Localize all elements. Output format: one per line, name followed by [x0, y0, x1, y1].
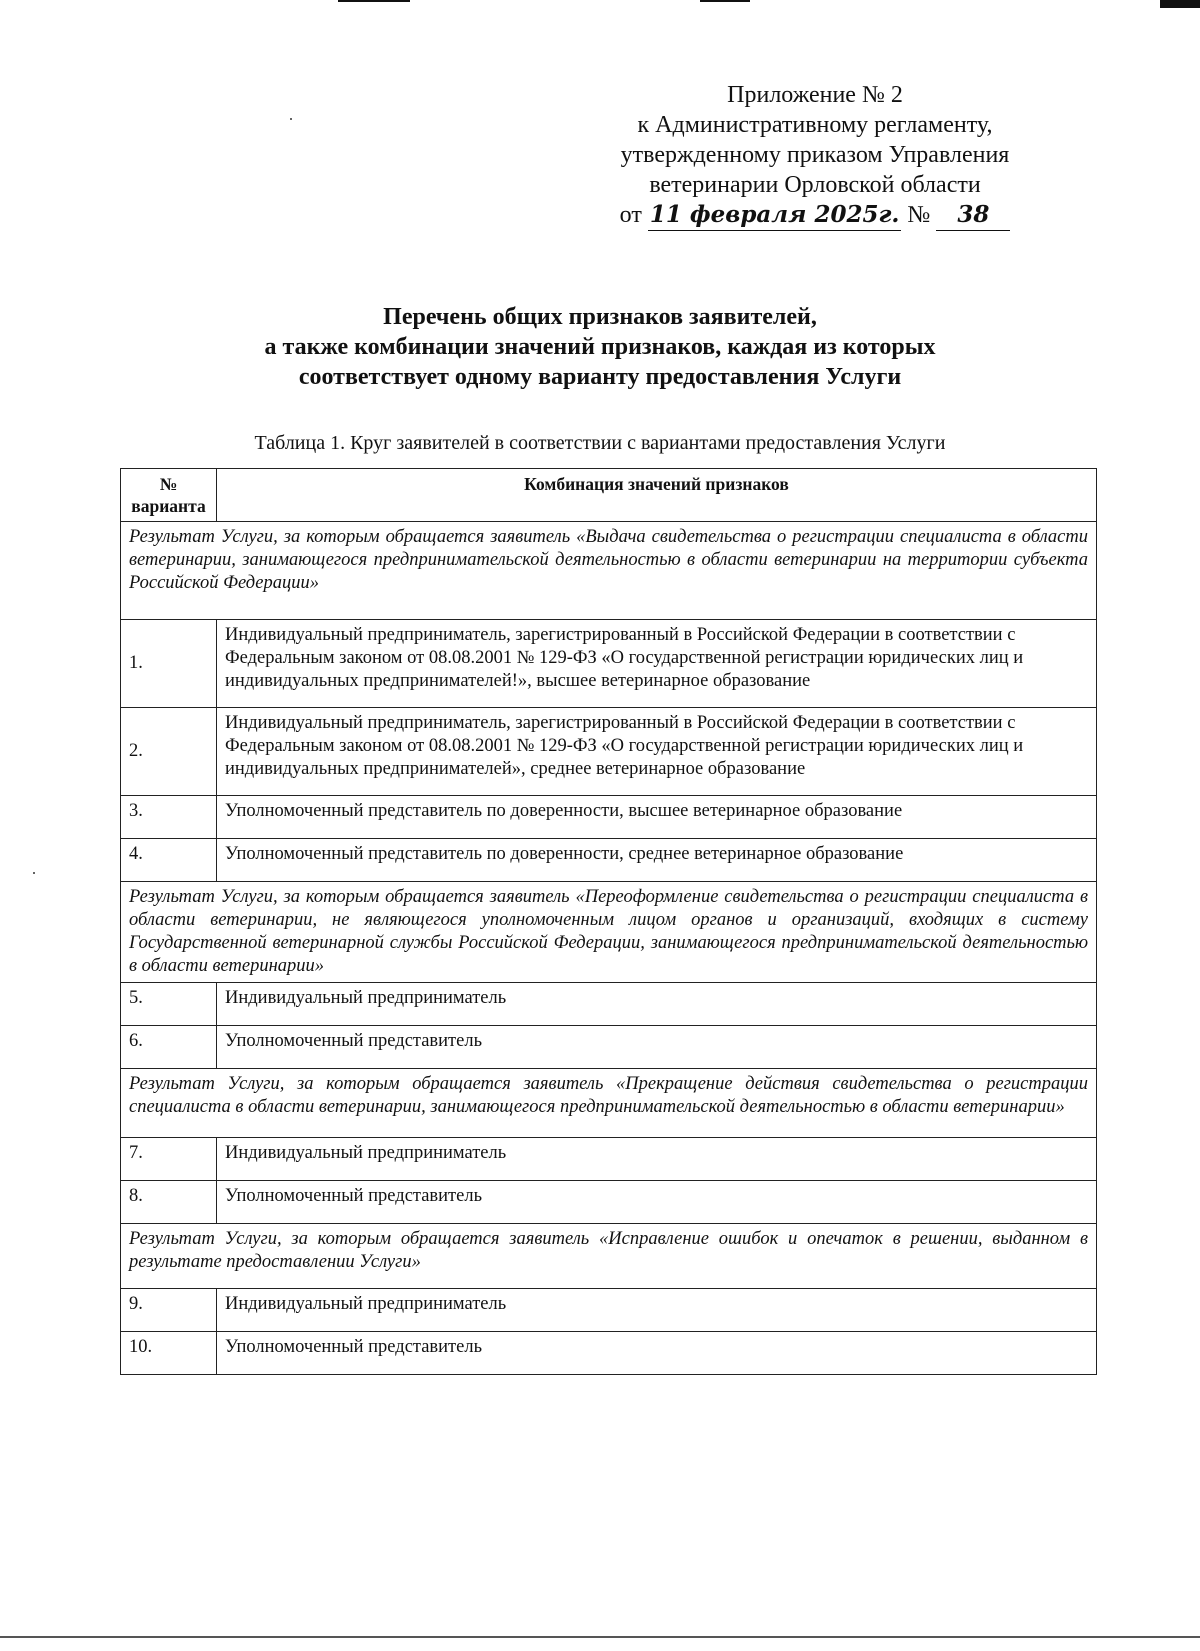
variant-combination: Индивидуальный предприниматель: [217, 1289, 1097, 1332]
variant-row: [121, 1026, 1097, 1069]
annex-block: [580, 80, 1050, 231]
variant-number: 2.: [121, 708, 217, 796]
handwritten-date: 11 февраля 2025г.: [648, 200, 902, 231]
title-line: соответствует одному варианту предоставления Услуги: [298, 364, 902, 390]
annex-reference: к Административному регламенту,: [637, 112, 993, 138]
variant-number: 5.: [121, 983, 217, 1026]
result-group-row: [121, 522, 1097, 620]
variant-number: 7.: [121, 1138, 217, 1181]
applicant-variants-table: [120, 468, 1097, 1375]
document-title: [160, 302, 1040, 392]
annex-date-row: [580, 200, 1050, 231]
variant-combination: Уполномоченный представитель: [217, 1181, 1097, 1224]
variant-combination: Уполномоченный представитель по доверенности, высшее ветеринарное образование: [217, 796, 1097, 839]
header-num-label: варианта: [131, 496, 206, 516]
title-line: а также комбинации значений признаков, каждая из которых: [264, 334, 936, 360]
annex-authority: ветеринарии Орловской области: [649, 172, 981, 198]
result-group-description: Результат Услуги, за которым обращается заявитель «Прекращение действия свидетельства о регистрации специалиста в области ветеринарии, занимающегося предпринимательской деятельностью в области ветеринарии»: [121, 1069, 1097, 1138]
variant-number: 4.: [121, 839, 217, 882]
header-variant-number: [121, 469, 217, 522]
variant-number: 9.: [121, 1289, 217, 1332]
variant-combination: Уполномоченный представитель по доверенности, среднее ветеринарное образование: [217, 839, 1097, 882]
result-group-row: [121, 1069, 1097, 1138]
variant-number: 3.: [121, 796, 217, 839]
result-group-row: [121, 882, 1097, 983]
variant-row: [121, 983, 1097, 1026]
handwritten-number: 38: [936, 200, 1010, 231]
scan-bottom-edge: [0, 1636, 1200, 1638]
result-group-description: Результат Услуги, за которым обращается заявитель «Выдача свидетельства о регистрации специалиста в области ветеринарии, занимающегося предпринимательской деятельностью в области ветеринарии на территории субъекта Российской Федерации»: [121, 522, 1097, 620]
header-num-symbol: №: [159, 474, 178, 494]
variant-row: [121, 1289, 1097, 1332]
variant-row: [121, 620, 1097, 708]
variant-number: 10.: [121, 1332, 217, 1375]
annex-title: Приложение № 2: [727, 82, 903, 108]
table-caption: Таблица 1. Круг заявителей в соответствии с вариантами предоставления Услуги: [254, 432, 946, 454]
variant-number: 1.: [121, 620, 217, 708]
variant-row: [121, 1332, 1097, 1375]
variant-combination: Уполномоченный представитель: [217, 1332, 1097, 1375]
variant-combination: Индивидуальный предприниматель: [217, 983, 1097, 1026]
table-header-row: [121, 469, 1097, 522]
header-combination: Комбинация значений признаков: [217, 469, 1097, 522]
variant-combination: Индивидуальный предприниматель, зарегистрированный в Российской Федерации в соответствии с Федеральным законом от 08.08.2001 № 129-ФЗ «О государственной регистрации юридических лиц и индивидуальных предпринимателей!», высшее ветеринарное образование: [217, 620, 1097, 708]
variant-row: [121, 796, 1097, 839]
variant-combination: Уполномоченный представитель: [217, 1026, 1097, 1069]
variant-combination: Индивидуальный предприниматель, зарегистрированный в Российской Федерации в соответствии с Федеральным законом от 08.08.2001 № 129-ФЗ «О государственной регистрации юридических лиц и индивидуальных предпринимателей», среднее ветеринарное образование: [217, 708, 1097, 796]
scan-artifact-line: [338, 0, 410, 2]
title-line: Перечень общих признаков заявителей,: [383, 304, 817, 330]
variant-number: 8.: [121, 1181, 217, 1224]
date-prefix: от: [619, 202, 642, 228]
annex-approval: утвержденному приказом Управления: [620, 142, 1010, 168]
number-prefix: №: [907, 202, 931, 228]
scan-speck: [290, 118, 292, 120]
scan-speck: [33, 872, 35, 874]
variant-number: 6.: [121, 1026, 217, 1069]
variant-row: [121, 1181, 1097, 1224]
scan-artifact-line: [700, 0, 750, 2]
scan-artifact-line: [1160, 0, 1200, 8]
variant-row: [121, 1138, 1097, 1181]
result-group-row: [121, 1224, 1097, 1289]
variant-row: [121, 708, 1097, 796]
result-group-description: Результат Услуги, за которым обращается заявитель «Исправление ошибок и опечаток в решении, выданном в результате предоставлении Услуги»: [121, 1224, 1097, 1289]
result-group-description: Результат Услуги, за которым обращается заявитель «Переоформление свидетельства о регистрации специалиста в области ветеринарии, не являющегося уполномоченным лицом органов и организаций, входящих в систему Государственной ветеринарной службы Российской Федерации, занимающегося предпринимательской деятельностью в области ветеринарии»: [121, 882, 1097, 983]
table-body: [121, 522, 1097, 1375]
variant-row: [121, 839, 1097, 882]
variant-combination: Индивидуальный предприниматель: [217, 1138, 1097, 1181]
